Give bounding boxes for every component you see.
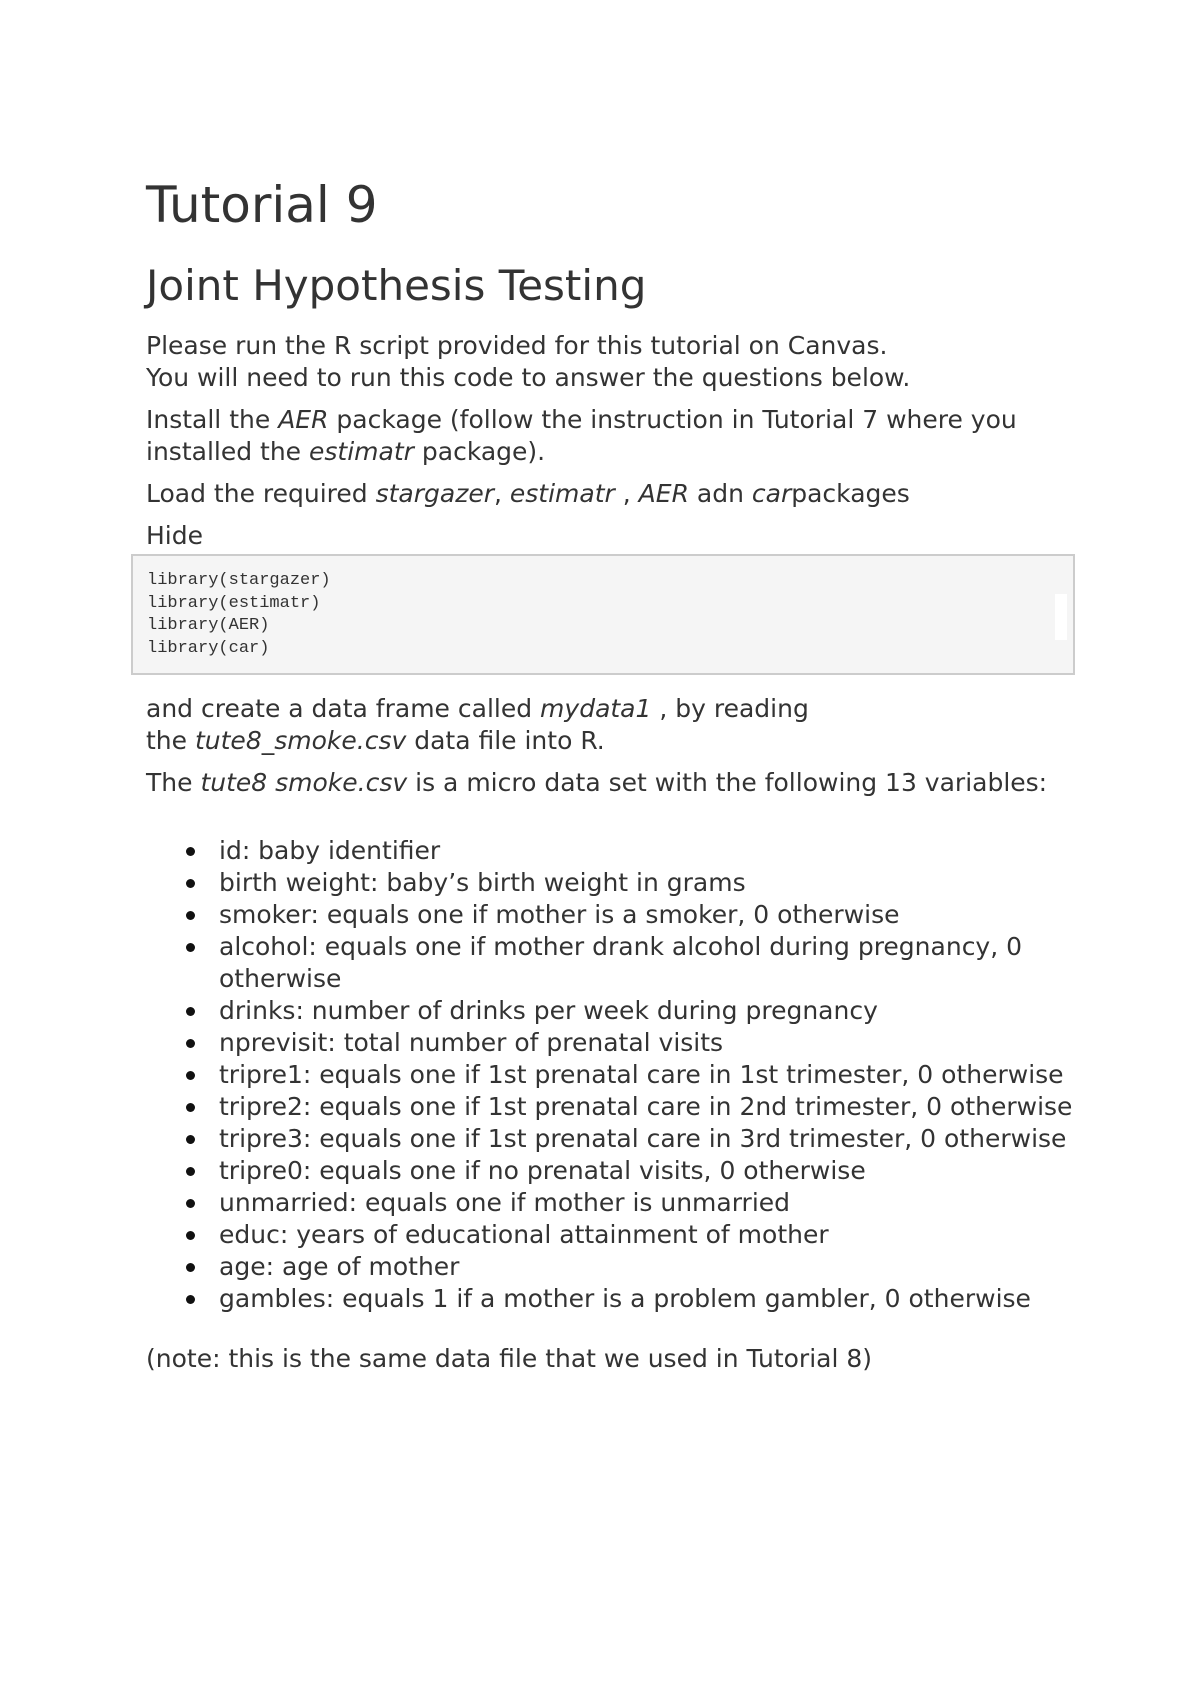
- describe-paragraph: [146, 767, 1076, 799]
- intro-line-1: Please run the R script provided for this tutorial on Canvas.: [146, 331, 888, 360]
- create-line-1: [146, 693, 1076, 725]
- install-text-3: package).: [413, 437, 546, 466]
- list-item: gambles: equals 1 if a mother is a problem gambler, 0 otherwise: [219, 1283, 1076, 1315]
- list-item: nprevisit: total number of prenatal visits: [219, 1027, 1076, 1059]
- list-item: tripre0: equals one if no prenatal visits, 0 otherwise: [219, 1155, 1076, 1187]
- estimatr-package-name: estimatr: [509, 479, 615, 508]
- page-title: Tutorial 9: [146, 176, 378, 234]
- aer-package-name: AER: [638, 479, 689, 508]
- hide-code-button[interactable]: Hide: [146, 521, 203, 550]
- note-paragraph: (note: this is the same data file that we used in Tutorial 8): [146, 1344, 873, 1373]
- list-item: age: age of mother: [219, 1251, 1076, 1283]
- load-text-1: Load the required: [146, 479, 376, 508]
- list-item: smoker: equals one if mother is a smoker, 0 otherwise: [219, 899, 1076, 931]
- code-block[interactable]: [131, 554, 1075, 675]
- variable-list: [146, 835, 1076, 1315]
- install-paragraph: [146, 404, 1076, 468]
- code-line: library(car): [147, 638, 270, 658]
- install-text-1: Install the: [146, 405, 279, 434]
- create-text-2: , by reading: [651, 694, 809, 723]
- data-file-name: tute8_smoke.csv: [194, 726, 407, 755]
- document-page: [146, 168, 1076, 1375]
- code-scrollbar[interactable]: [1055, 594, 1067, 640]
- mydata-name: mydata1: [540, 694, 652, 723]
- code-line: library(AER): [147, 616, 270, 635]
- create-text-1: and create a data frame called: [146, 694, 541, 723]
- section-heading: Joint Hypothesis Testing: [146, 261, 647, 310]
- intro-line-2: You will need to run this code to answer the questions below.: [146, 363, 911, 392]
- describe-text-1: The: [146, 768, 201, 797]
- create-line-2: [146, 725, 1076, 757]
- load-paragraph: [146, 478, 1076, 510]
- list-item: unmarried: equals one if mother is unmarried: [219, 1187, 1076, 1219]
- load-text-4: adn: [688, 479, 752, 508]
- list-item: birth weight: baby’s birth weight in grams: [219, 867, 1076, 899]
- code-line: library(stargazer): [147, 571, 331, 590]
- install-text-2: package (follow the instruction in Tutorial 7 where you installed the: [146, 405, 1017, 466]
- intro-paragraph: [146, 330, 1076, 394]
- list-item: tripre3: equals one if 1st prenatal care in 3rd trimester, 0 otherwise: [219, 1123, 1076, 1155]
- estimatr-package-name: estimatr: [309, 437, 414, 466]
- list-item: alcohol: equals one if mother drank alcohol during pregnancy, 0 otherwise: [219, 931, 1076, 995]
- load-text-2: ,: [494, 479, 510, 508]
- data-file-name: tute8 smoke.csv: [200, 768, 408, 797]
- load-text-5: packages: [791, 479, 910, 508]
- create-text-4: data file into R.: [406, 726, 605, 755]
- create-text-3: the: [146, 726, 195, 755]
- list-item: id: baby identifier: [219, 835, 1076, 867]
- code-line: library(estimatr): [147, 593, 321, 613]
- aer-package-name: AER: [278, 405, 329, 434]
- create-paragraph: [146, 693, 1076, 757]
- list-item: drinks: number of drinks per week during pregnancy: [219, 995, 1076, 1027]
- car-package-name: car: [751, 479, 792, 508]
- list-item: educ: years of educational attainment of mother: [219, 1219, 1076, 1251]
- load-text-3: ,: [614, 479, 639, 508]
- list-item: tripre1: equals one if 1st prenatal care in 1st trimester, 0 otherwise: [219, 1059, 1076, 1091]
- describe-text-2: is a micro data set with the following 13 variables:: [407, 768, 1048, 797]
- list-item: tripre2: equals one if 1st prenatal care in 2nd trimester, 0 otherwise: [219, 1091, 1076, 1123]
- stargazer-package-name: stargazer: [375, 479, 494, 508]
